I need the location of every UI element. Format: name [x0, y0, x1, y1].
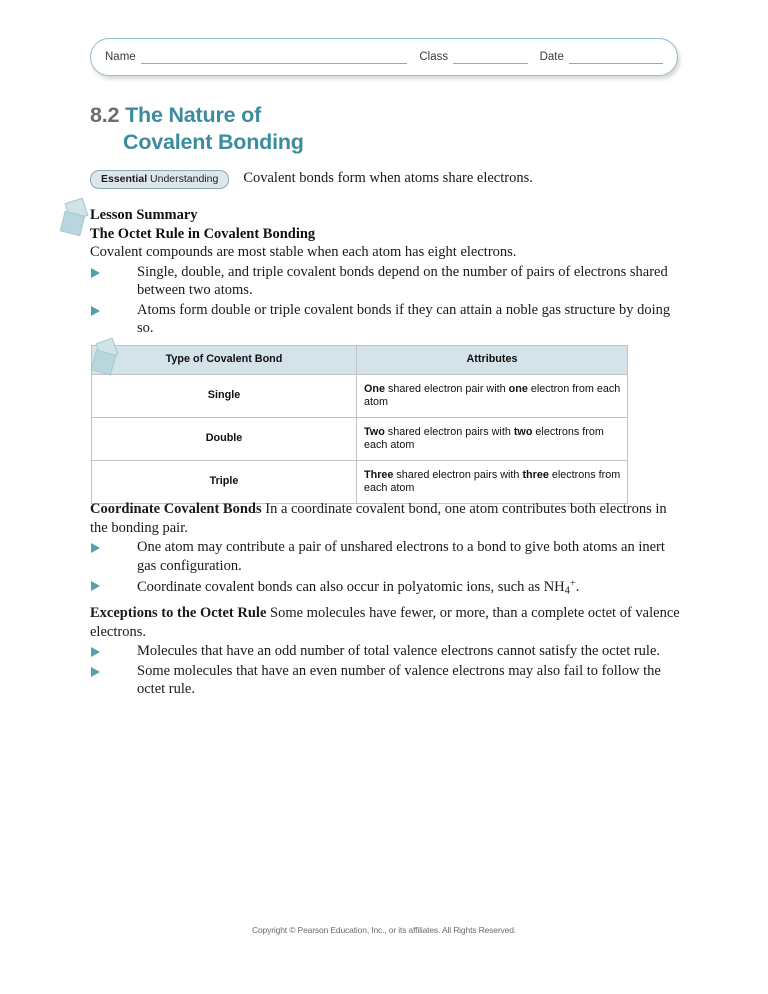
- student-info-bar: [90, 38, 678, 76]
- table-header-cell-attributes: Attributes: [357, 346, 628, 375]
- table-cell-bond-type: Single: [92, 375, 357, 418]
- formula-subscript: 4: [564, 585, 570, 597]
- lesson-summary-section: [90, 206, 682, 338]
- lesson-summary-heading: Lesson Summary: [90, 207, 198, 223]
- list-item-text: Single, double, and triple covalent bonds depend on the number of pairs of electrons shared between two atoms.: [137, 263, 668, 298]
- triangle-bullet-icon: [91, 543, 100, 553]
- list-item-text: Molecules that have an odd number of total valence electrons cannot satisfy the octet rule.: [137, 643, 661, 659]
- essential-understanding-row: [90, 170, 533, 189]
- list-item: [90, 642, 682, 661]
- table-cell-attributes: [357, 418, 628, 461]
- attr-bold-2: one: [508, 382, 528, 395]
- section-number: 8.2: [90, 103, 120, 127]
- triangle-bullet-icon: [91, 268, 100, 278]
- coordinate-lead-paragraph: [90, 500, 682, 537]
- class-input-line[interactable]: [453, 51, 528, 64]
- attr-text-2: electrons from each atom: [364, 425, 604, 451]
- attr-bold-2: three: [522, 468, 549, 481]
- page-title: [90, 102, 550, 156]
- lesson-summary-intro: Covalent compounds are most stable when each atom has eight electrons.: [90, 244, 517, 260]
- list-item-text: Atoms form double or triple covalent bonds if they can attain a noble gas structure by doing so.: [137, 301, 671, 336]
- list-item: [90, 576, 682, 601]
- table-row: [92, 375, 628, 418]
- triangle-bullet-icon: [91, 306, 100, 316]
- table-cell-attributes: [357, 461, 628, 504]
- attr-text-1: shared electron pairs with: [393, 468, 523, 481]
- date-input-line[interactable]: [569, 51, 663, 64]
- list-item: [90, 538, 682, 575]
- lesson-summary-bullets: [90, 263, 682, 338]
- list-item-text-formula: [137, 579, 579, 595]
- attr-text-1: shared electron pair with: [385, 382, 509, 395]
- attr-bold-1: One: [364, 382, 385, 395]
- class-label: Class: [419, 51, 449, 63]
- essential-understanding-statement: Covalent bonds form when atoms share electrons.: [243, 170, 533, 186]
- octet-rule-subheading: The Octet Rule in Covalent Bonding: [90, 225, 316, 242]
- triangle-bullet-icon: [91, 581, 100, 591]
- list-item-text: One atom may contribute a pair of unshared electrons to a bond to give both atoms an inert gas configuration.: [137, 539, 665, 574]
- badge-bold-word: Essential: [101, 173, 148, 185]
- attr-text-2: electron from each atom: [364, 382, 621, 408]
- list-item: [90, 301, 682, 338]
- name-label: Name: [105, 51, 136, 63]
- coordinate-lead-text: In a coordinate covalent bond, one atom contributes both electrons in the bonding pair.: [90, 501, 667, 536]
- copyright-footer: Copyright © Pearson Education, Inc., or its affiliates. All Rights Reserved.: [251, 925, 516, 935]
- formula-suffix: .: [575, 579, 580, 596]
- attr-bold-1: Three: [364, 468, 394, 481]
- list-item: [90, 263, 682, 300]
- table-cell-bond-type: Double: [92, 418, 357, 461]
- exceptions-lead-text: Some molecules have fewer, or more, than a complete octet of valence electrons.: [90, 605, 680, 640]
- coordinate-heading: Coordinate Covalent Bonds: [90, 501, 262, 517]
- date-label: Date: [539, 51, 564, 63]
- essential-understanding-badge: [90, 170, 229, 189]
- exceptions-section: [90, 604, 682, 699]
- title-line-2: Covalent Bonding: [123, 130, 304, 154]
- table-row: [92, 418, 628, 461]
- attr-bold-2: two: [513, 425, 533, 438]
- attr-text-1: shared electron pairs with: [384, 425, 514, 438]
- coordinate-bullets: [90, 538, 682, 601]
- exceptions-heading: Exceptions to the Octet Rule: [90, 605, 267, 621]
- exceptions-bullets: [90, 642, 682, 699]
- table-cell-attributes: [357, 375, 628, 418]
- attr-text-2: electrons from each atom: [364, 468, 621, 494]
- name-input-line[interactable]: [141, 51, 408, 64]
- table-row: [92, 461, 628, 504]
- list-item: [90, 662, 682, 699]
- covalent-bond-table: [91, 345, 628, 504]
- badge-regular-word: Understanding: [147, 173, 219, 185]
- formula-superscript: +: [569, 579, 576, 590]
- table-cell-bond-type: Triple: [92, 461, 357, 504]
- exceptions-lead-paragraph: [90, 604, 682, 641]
- formula-prefix: Coordinate covalent bonds can also occur in polyatomic ions, such as NH: [137, 579, 565, 596]
- triangle-bullet-icon: [91, 667, 100, 677]
- table-header-cell-type: Type of Covalent Bond: [92, 346, 357, 375]
- triangle-bullet-icon: [91, 647, 100, 657]
- coordinate-covalent-section: [90, 500, 682, 601]
- table-header-row: [92, 346, 628, 375]
- title-line-1: The Nature of: [125, 103, 262, 127]
- attr-bold-1: Two: [364, 425, 385, 438]
- list-item-text: Some molecules that have an even number of valence electrons may also fail to follow the octet rule.: [137, 662, 661, 697]
